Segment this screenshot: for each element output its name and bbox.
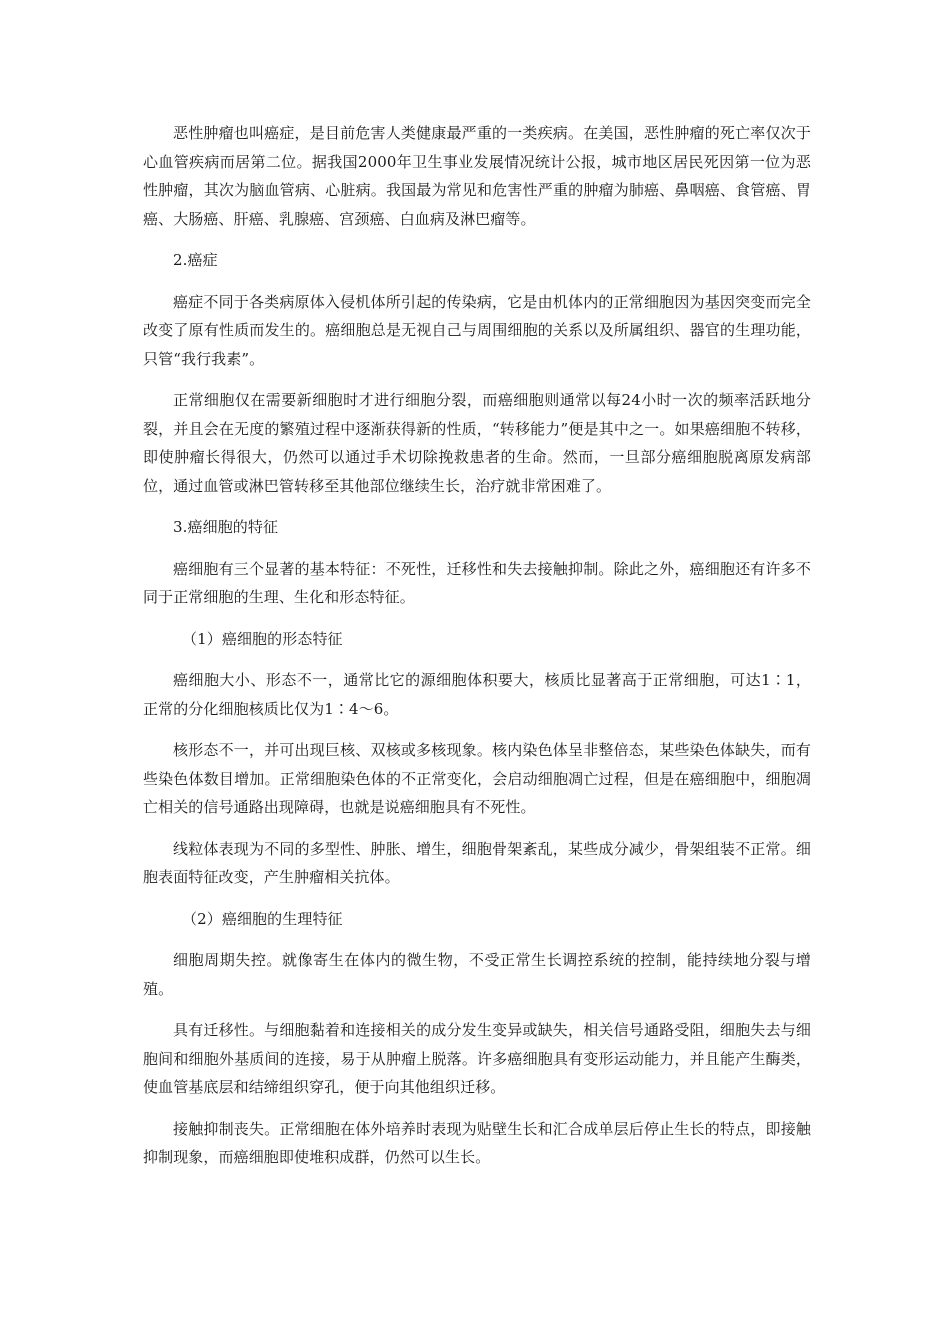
paragraph-cell-division: 正常细胞仅在需要新细胞时才进行细胞分裂，而癌细胞则通常以每24小时一次的频率活跃地分裂，并且会在无度的繁殖过程中逐渐获得新的性质，“转移能力”便是其中之一。如果癌细胞不转移，即使肿瘤长得很大，仍然可以通过手术切除挽救患者的生命。然而，一旦部分癌细胞脱离原发病部位，通过血管或淋巴管转移至其他部位继续生长，治疗就非常困难了。 [143, 391, 811, 495]
heading-cancer: 2.癌症 [173, 251, 218, 269]
subheading-physiology: （2）癌细胞的生理特征 [182, 909, 343, 928]
paragraph-malignant-tumor-intro: 恶性肿瘤也叫癌症，是目前危害人类健康最严重的一类疾病。在美国，恶性肿瘤的死亡率仅次于心血管疾病而居第二位。据我国2000年卫生事业发展情况统计公报，城市地区居民死因第一位为恶性肿瘤，其次为脑血管病、心脏病。我国最为常见和危害性严重的肿瘤为肺癌、鼻咽癌、食管癌、胃癌、大肠癌、肝癌、乳腺癌、宫颈癌、白血病及淋巴瘤等。 [143, 124, 811, 228]
paragraph-nucleus: 核形态不一，并可出现巨核、双核或多核现象。核内染色体呈非整倍态，某些染色体缺失，而有些染色体数目增加。正常细胞染色体的不正常变化，会启动细胞凋亡过程，但是在癌细胞中，细胞凋亡相关的信号通路出现障碍，也就是说癌细胞具有不死性。 [143, 741, 811, 816]
paragraph-cell-size: 癌细胞大小、形态不一，通常比它的源细胞体积要大，核质比显著高于正常细胞，可达1∶1，正常的分化细胞核质比仅为1∶4～6。 [143, 671, 811, 718]
document-body [143, 119, 811, 1185]
subheading-morphology: （1）癌细胞的形态特征 [182, 629, 343, 648]
paragraph-migration: 具有迁移性。与细胞黏着和连接相关的成分发生变异或缺失，相关信号通路受阻，细胞失去与细胞间和细胞外基质间的连接，易于从肿瘤上脱落。许多癌细胞具有变形运动能力，并且能产生酶类，使血管基底层和结缔组织穿孔，便于向其他组织迁移。 [143, 1021, 811, 1096]
heading-cancer-cell-features: 3.癌细胞的特征 [173, 518, 279, 536]
paragraph-mitochondria: 线粒体表现为不同的多型性、肿胀、增生，细胞骨架紊乱，某些成分减少，骨架组装不正常。细胞表面特征改变，产生肿瘤相关抗体。 [143, 839, 811, 886]
paragraph-cell-cycle: 细胞周期失控。就像寄生在体内的微生物，不受正常生长调控系统的控制，能持续地分裂与增殖。 [143, 951, 811, 998]
paragraph-cancer-definition: 癌症不同于各类病原体入侵机体所引起的传染病，它是由机体内的正常细胞因为基因突变而完全改变了原有性质而发生的。癌细胞总是无视自己与周围细胞的关系以及所属组织、器官的生理功能，只管“我行我素”。 [143, 292, 811, 368]
paragraph-contact-inhibition: 接触抑制丧失。正常细胞在体外培养时表现为贴壁生长和汇合成单层后停止生长的特点，即接触抑制现象，而癌细胞即使堆积成群，仍然可以生长。 [143, 1119, 811, 1166]
paragraph-three-features: 癌细胞有三个显著的基本特征：不死性，迁移性和失去接触抑制。除此之外，癌细胞还有许多不同于正常细胞的生理、生化和形态特征。 [143, 559, 811, 606]
